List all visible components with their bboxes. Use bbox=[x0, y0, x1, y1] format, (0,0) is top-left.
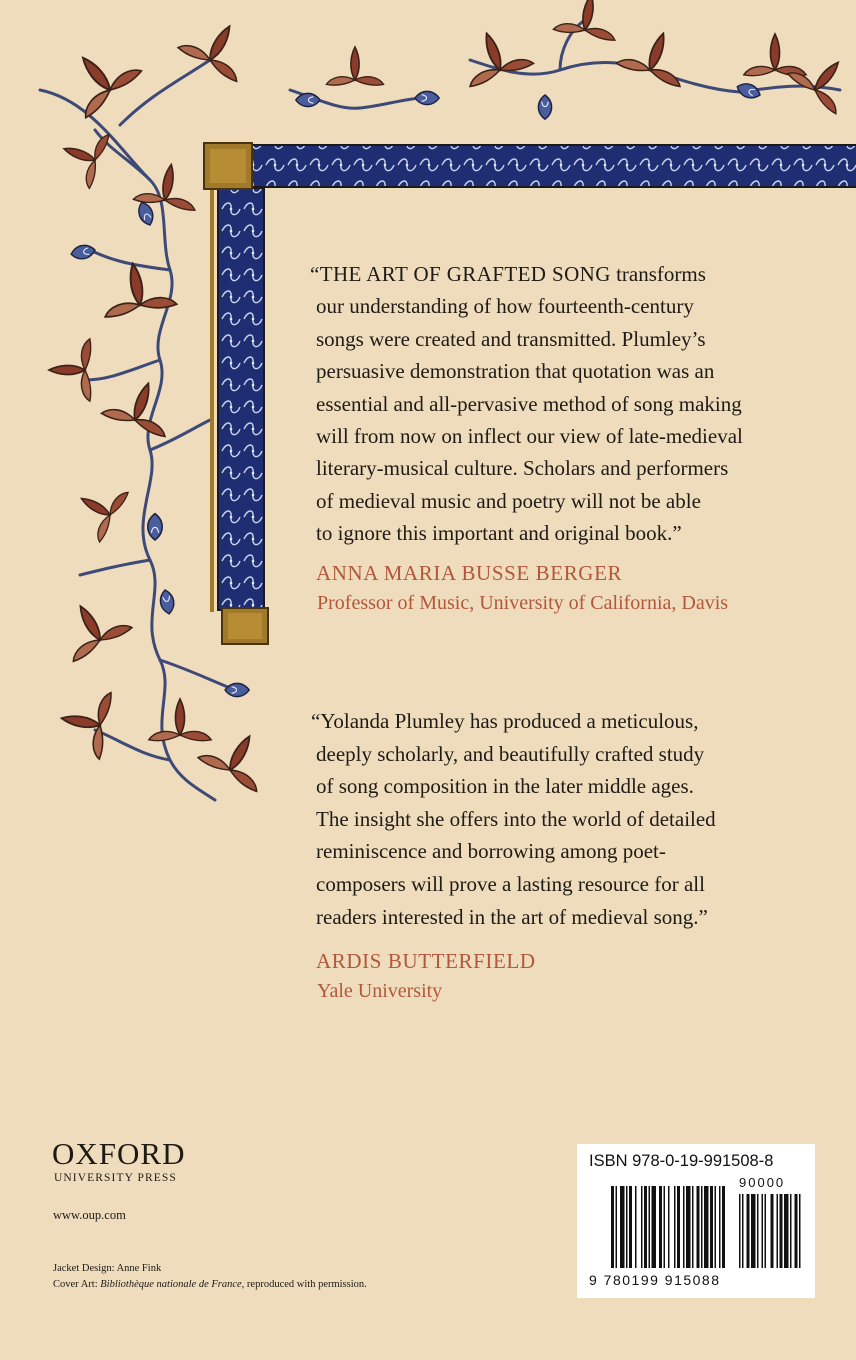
quote2-author-affiliation: Yale University bbox=[317, 980, 443, 1002]
quote1-line-4: persuasive demonstration that quotation was an bbox=[316, 359, 715, 384]
publisher-subname: UNIVERSITY PRESS bbox=[54, 1172, 177, 1184]
quote2-line-4: The insight she offers into the world of detailed bbox=[316, 806, 716, 831]
publisher-website: www.oup.com bbox=[53, 1208, 126, 1222]
quote1-author-name: ANNA MARIA BUSSE BERGER bbox=[316, 561, 623, 585]
quote1-author-affiliation: Professor of Music, University of California, Davis bbox=[317, 592, 729, 614]
quote2-line-6: composers will prove a lasting resource for all bbox=[316, 871, 705, 896]
addon-digits: 90000 bbox=[739, 1175, 786, 1190]
quote2-line-1: “Yolanda Plumley has produced a meticulous, bbox=[311, 709, 699, 733]
ean-digits: 9 780199 915088 bbox=[589, 1272, 721, 1288]
quote1-line-2: our understanding of how fourteenth-century bbox=[316, 294, 694, 319]
publisher-logo: OXFORD bbox=[52, 1136, 186, 1171]
review-quote-2 bbox=[311, 705, 826, 933]
quote2-author-name: ARDIS BUTTERFIELD bbox=[316, 949, 536, 973]
isbn-barcode bbox=[577, 1144, 815, 1298]
quote2-line-5: reminiscence and borrowing among poet- bbox=[316, 839, 666, 864]
cover-art-credit: Cover Art: Bibliothèque nationale de France, reproduced with permission. bbox=[53, 1279, 367, 1290]
quote1-line-9: to ignore this important and original book.” bbox=[316, 521, 682, 546]
quote1-line-7: literary-musical culture. Scholars and performers bbox=[316, 456, 729, 481]
isbn-label: ISBN 978-0-19-991508-8 bbox=[589, 1152, 774, 1170]
quote1-line-6: will from now on inflect our view of late-medieval bbox=[316, 424, 743, 449]
quote2-line-3: of song composition in the later middle ages. bbox=[316, 774, 694, 799]
jacket-design-credit: Jacket Design: Anne Fink bbox=[53, 1263, 162, 1274]
quote1-line-1: “THE ART OF GRAFTED SONG transforms bbox=[310, 262, 706, 286]
review-quote-1 bbox=[310, 258, 816, 550]
quote1-line-3: songs were created and transmitted. Plumley’s bbox=[316, 326, 706, 351]
quote2-line-7: readers interested in the art of medieval song.” bbox=[316, 904, 708, 929]
quote1-line-5: essential and all-pervasive method of song making bbox=[316, 391, 742, 416]
quote2-line-2: deeply scholarly, and beautifully crafted study bbox=[316, 741, 705, 766]
quote1-line-8: of medieval music and poetry will not be able bbox=[316, 488, 701, 513]
